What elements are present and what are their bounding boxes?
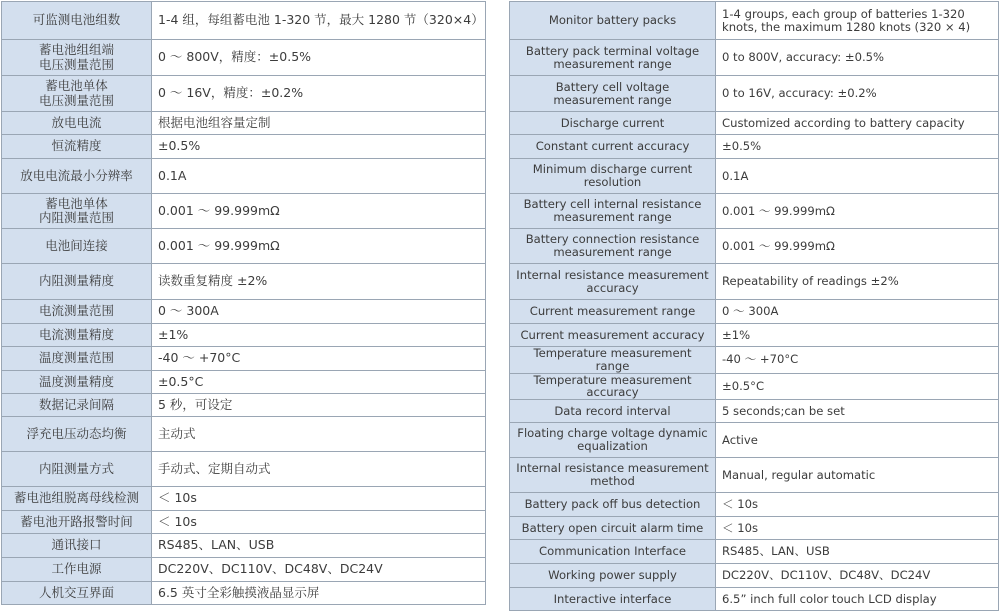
zh-row: [2, 452, 486, 487]
zh-spec-value: 6.5 英寸全彩触摸液晶显示屏: [152, 582, 486, 605]
zh-row: [2, 487, 486, 511]
zh-spec-value: 0 ～ 800V，精度：±0.5%: [152, 40, 486, 76]
en-spec-value: 0 to 800V, accuracy: ±0.5%: [716, 40, 999, 76]
en-spec-value: 0 to 16V, accuracy: ±0.2%: [716, 76, 999, 112]
zh-spec-label: 蓄电池组组端 电压测量范围: [2, 40, 152, 76]
en-row: [510, 300, 999, 324]
zh-spec-value: ±0.5°C: [152, 371, 486, 394]
en-spec-value: DC220V、DC110V、DC48V、DC24V: [716, 564, 999, 588]
en-spec-value: ＜ 10s: [716, 493, 999, 517]
zh-spec-value: 0.1A: [152, 159, 486, 194]
en-spec-value: ±1%: [716, 324, 999, 347]
en-spec-value: 0.1A: [716, 159, 999, 194]
en-spec-value: 0.001 ～ 99.999mΩ: [716, 194, 999, 229]
zh-row: [2, 2, 486, 40]
zh-spec-value: ±1%: [152, 324, 486, 347]
zh-spec-label: 内阻测量精度: [2, 264, 152, 300]
zh-row: [2, 229, 486, 264]
zh-spec-value: ＜ 10s: [152, 487, 486, 511]
en-spec-label: Working power supply: [510, 564, 716, 588]
en-spec-label: Battery connection resistance measurement range: [510, 229, 716, 264]
en-spec-value: 1-4 groups, each group of batteries 1-320 knots, the maximum 1280 knots (320 × 4): [716, 2, 999, 40]
zh-spec-label: 浮充电压动态均衡: [2, 417, 152, 452]
zh-row: [2, 194, 486, 229]
zh-row: [2, 558, 486, 582]
en-row: [510, 373, 999, 400]
en-row: [510, 564, 999, 588]
en-spec-value: Repeatability of readings ±2%: [716, 264, 999, 300]
en-spec-label: Discharge current: [510, 112, 716, 135]
en-spec-value: ±0.5%: [716, 135, 999, 159]
zh-spec-value: 1-4 组，每组蓄电池 1-320 节，最大 1280 节（320×4）: [152, 2, 486, 40]
zh-spec-label: 电池间连接: [2, 229, 152, 264]
en-row: [510, 540, 999, 564]
zh-row: [2, 135, 486, 159]
zh-spec-label: 蓄电池单体 电压测量范围: [2, 76, 152, 112]
en-row: [510, 517, 999, 540]
en-spec-label: Battery open circuit alarm time: [510, 517, 716, 540]
en-spec-label: Data record interval: [510, 400, 716, 423]
en-row: [510, 458, 999, 493]
zh-spec-value: 0.001 ～ 99.999mΩ: [152, 194, 486, 229]
en-spec-label: Constant current accuracy: [510, 135, 716, 159]
zh-spec-value: 5 秒，可设定: [152, 394, 486, 417]
zh-spec-label: 通讯接口: [2, 534, 152, 558]
zh-row: [2, 511, 486, 534]
en-spec-value: Manual, regular automatic: [716, 458, 999, 493]
zh-row: [2, 264, 486, 300]
zh-row: [2, 371, 486, 394]
en-spec-value: ＜ 10s: [716, 517, 999, 540]
en-spec-value: Active: [716, 423, 999, 458]
en-spec-label: Floating charge voltage dynamic equalization: [510, 423, 716, 458]
en-spec-value: 6.5” inch full color touch LCD display: [716, 588, 999, 611]
en-row: [510, 135, 999, 159]
zh-spec-value: 主动式: [152, 417, 486, 452]
zh-row: [2, 40, 486, 76]
en-row: [510, 264, 999, 300]
en-spec-value: RS485、LAN、USB: [716, 540, 999, 564]
zh-spec-label: 电流测量精度: [2, 324, 152, 347]
zh-row: [2, 534, 486, 558]
zh-spec-label: 电流测量范围: [2, 300, 152, 324]
en-row: [510, 423, 999, 458]
zh-spec-value: -40 ～ +70°C: [152, 347, 486, 371]
zh-spec-value: DC220V、DC110V、DC48V、DC24V: [152, 558, 486, 582]
zh-row: [2, 347, 486, 371]
zh-spec-label: 数据记录间隔: [2, 394, 152, 417]
en-spec-label: Battery cell internal resistance measurement range: [510, 194, 716, 229]
en-row: [510, 76, 999, 112]
zh-spec-label: 人机交互界面: [2, 582, 152, 605]
zh-spec-value: 读数重复精度 ±2%: [152, 264, 486, 300]
en-row: [510, 40, 999, 76]
en-spec-label: Internal resistance measurement accuracy: [510, 264, 716, 300]
en-spec-label: Internal resistance measurement method: [510, 458, 716, 493]
en-row: [510, 324, 999, 347]
zh-spec-label: 蓄电池组脱离母线检测: [2, 487, 152, 511]
zh-row: [2, 582, 486, 605]
zh-row: [2, 76, 486, 112]
en-spec-value: Customized according to battery capacity: [716, 112, 999, 135]
zh-spec-label: 蓄电池开路报警时间: [2, 511, 152, 534]
en-spec-label: Temperature measurement range: [510, 347, 716, 374]
zh-spec-label: 温度测量范围: [2, 347, 152, 371]
zh-spec-value: 手动式、定期自动式: [152, 452, 486, 487]
zh-spec-label: 恒流精度: [2, 135, 152, 159]
en-spec-label: Battery pack off bus detection: [510, 493, 716, 517]
zh-spec-value: ±0.5%: [152, 135, 486, 159]
en-row: [510, 112, 999, 135]
en-row: [510, 588, 999, 611]
en-row: [510, 159, 999, 194]
en-spec-label: Temperature measurement accuracy: [510, 373, 716, 400]
en-row: [510, 347, 999, 374]
en-row: [510, 400, 999, 423]
en-row: [510, 493, 999, 517]
en-spec-label: Interactive interface: [510, 588, 716, 611]
en-spec-value: 0 ～ 300A: [716, 300, 999, 324]
zh-spec-value: RS485、LAN、USB: [152, 534, 486, 558]
zh-spec-label: 蓄电池单体 内阻测量范围: [2, 194, 152, 229]
zh-spec-label: 温度测量精度: [2, 371, 152, 394]
en-row: [510, 229, 999, 264]
zh-row: [2, 417, 486, 452]
spec-table-chinese: [1, 1, 486, 605]
en-spec-value: 0.001 ～ 99.999mΩ: [716, 229, 999, 264]
en-spec-label: Minimum discharge current resolution: [510, 159, 716, 194]
zh-spec-value: 0.001 ～ 99.999mΩ: [152, 229, 486, 264]
en-spec-label: Battery cell voltage measurement range: [510, 76, 716, 112]
en-spec-label: Monitor battery packs: [510, 2, 716, 40]
zh-spec-label: 工作电源: [2, 558, 152, 582]
en-spec-label: Current measurement accuracy: [510, 324, 716, 347]
zh-row: [2, 324, 486, 347]
zh-spec-label: 放电电流: [2, 112, 152, 135]
en-spec-label: Battery pack terminal voltage measurement range: [510, 40, 716, 76]
spec-table-english: [509, 1, 999, 611]
en-row: [510, 2, 999, 40]
zh-spec-value: 0 ～ 300A: [152, 300, 486, 324]
en-spec-label: Communication Interface: [510, 540, 716, 564]
zh-spec-label: 放电电流最小分辨率: [2, 159, 152, 194]
zh-row: [2, 159, 486, 194]
zh-spec-label: 可监测电池组数: [2, 2, 152, 40]
zh-spec-value: 0 ～ 16V，精度：±0.2%: [152, 76, 486, 112]
en-spec-label: Current measurement range: [510, 300, 716, 324]
en-row: [510, 194, 999, 229]
en-spec-value: ±0.5°C: [716, 373, 999, 400]
zh-row: [2, 394, 486, 417]
zh-spec-label: 内阻测量方式: [2, 452, 152, 487]
zh-row: [2, 300, 486, 324]
zh-spec-value: ＜ 10s: [152, 511, 486, 534]
en-spec-value: -40 ～ +70°C: [716, 347, 999, 374]
zh-spec-value: 根据电池组容量定制: [152, 112, 486, 135]
en-spec-value: 5 seconds;can be set: [716, 400, 999, 423]
zh-row: [2, 112, 486, 135]
